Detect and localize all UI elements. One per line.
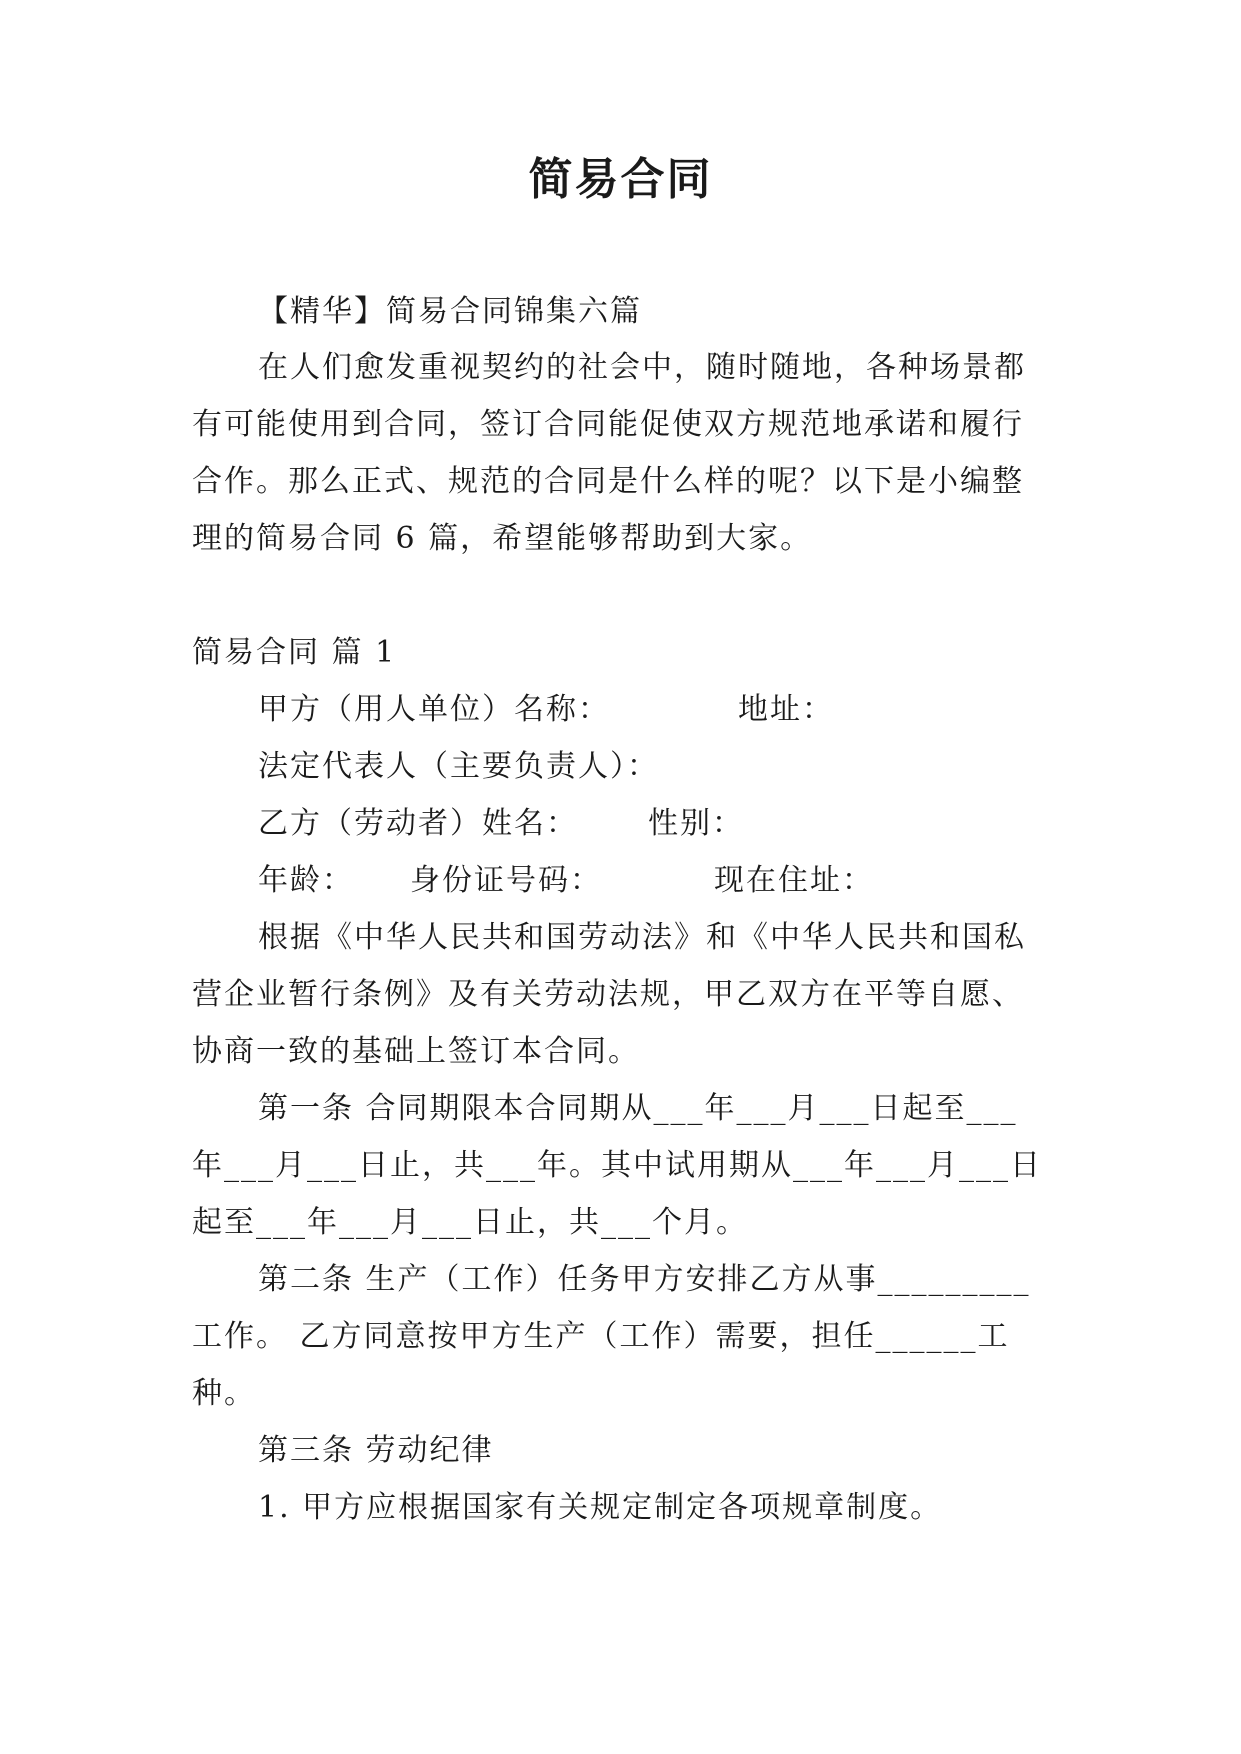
article-2-line: 种。 [192, 1376, 256, 1411]
article-1-line: 第一条 合同期限本合同期从___年___月___日起至___ [258, 1091, 1018, 1126]
basis-paragraph-line: 根据《中华人民共和国劳动法》和《中华人民共和国私 [258, 920, 1026, 955]
article-3-item: 1. 甲方应根据国家有关规定制定各项规章制度。 [258, 1490, 943, 1525]
party-a-name-label: 甲方（用人单位）名称： [258, 692, 610, 727]
intro-paragraph-line: 合作。那么正式、规范的合同是什么样的呢？以下是小编整 [192, 464, 1024, 499]
intro-paragraph-line: 理的简易合同 6 篇，希望能够帮助到大家。 [192, 521, 813, 556]
age-label: 年龄： [258, 863, 354, 898]
party-b-row [258, 804, 744, 844]
party-a-address-label: 地址： [738, 692, 834, 727]
document-title: 简易合同 [528, 154, 713, 205]
party-b-name-label: 乙方（劳动者）姓名： [258, 806, 578, 841]
legal-rep-label: 法定代表人（主要负责人）： [258, 749, 659, 784]
article-2-line: 第二条 生产（工作）任务甲方安排乙方从事_________ [258, 1262, 1031, 1297]
intro-subtitle: 【精华】简易合同锦集六篇 [258, 294, 642, 329]
current-address-label: 现在住址： [714, 863, 874, 898]
age-row [258, 861, 874, 901]
intro-paragraph-line: 有可能使用到合同，签订合同能促使双方规范地承诺和履行 [192, 407, 1024, 442]
gender-label: 性别： [648, 806, 744, 841]
article-2-line: 工作。 乙方同意按甲方生产（工作）需要，担任______工 [192, 1319, 1010, 1354]
article-3-heading: 第三条 劳动纪律 [258, 1433, 494, 1468]
party-a-row [258, 690, 834, 730]
article-1-line: 起至___年___月___日止，共___个月。 [192, 1205, 748, 1240]
basis-paragraph-line: 协商一致的基础上签订本合同。 [192, 1034, 640, 1069]
section-heading: 简易合同 篇 1 [192, 635, 397, 670]
intro-paragraph-line: 在人们愈发重视契约的社会中，随时随地，各种场景都 [258, 350, 1026, 385]
id-number-label: 身份证号码： [410, 863, 602, 898]
basis-paragraph-line: 营企业暂行条例》及有关劳动法规，甲乙双方在平等自愿、 [192, 977, 1024, 1012]
article-1-line: 年___月___日止，共___年。其中试用期从___年___月___日 [192, 1148, 1042, 1183]
